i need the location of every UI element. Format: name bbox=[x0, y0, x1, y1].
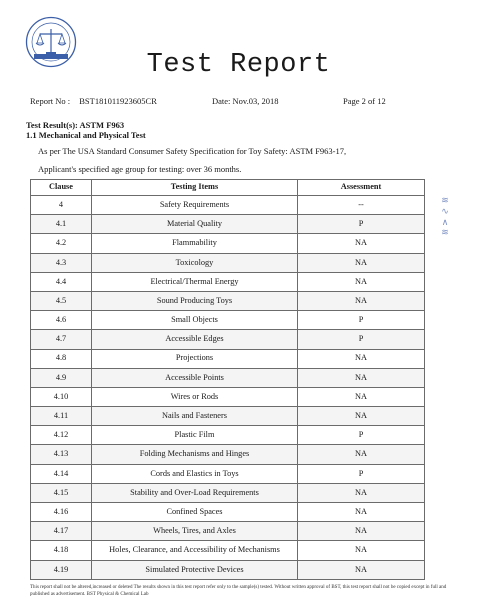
age-group-statement: Applicant's specified age group for testing: over 36 months. bbox=[38, 164, 242, 174]
test-result-heading: Test Result(s): ASTM F963 bbox=[26, 120, 125, 130]
testing-item-cell: Plastic Film bbox=[92, 426, 298, 445]
clause-cell: 4.15 bbox=[31, 483, 92, 502]
clause-cell: 4.2 bbox=[31, 234, 92, 253]
testing-item-cell: Wheels, Tires, and Axles bbox=[92, 522, 298, 541]
report-number bbox=[30, 96, 157, 106]
clause-cell: 4.14 bbox=[31, 464, 92, 483]
assessment-cell: NA bbox=[298, 368, 425, 387]
table-row bbox=[31, 483, 425, 502]
table-header-row bbox=[31, 180, 425, 196]
clause-cell: 4.11 bbox=[31, 407, 92, 426]
clause-cell: 4.3 bbox=[31, 253, 92, 272]
footer-disclaimer: This report shall not be altered,increased or deleted The results shown in this test report refer only to the sample(s) tested. Without written approval of BST, this test report shall not be copied except in full and published as advertisement. BST Physical & Chemical Lab bbox=[30, 585, 447, 597]
assessment-cell: NA bbox=[298, 445, 425, 464]
standard-statement: As per The USA Standard Consumer Safety Specification for Toy Safety: ASTM F963-17, bbox=[38, 146, 347, 156]
assessment-cell: NA bbox=[298, 349, 425, 368]
report-number-value: BST181011923605CR bbox=[79, 96, 157, 106]
assessment-cell: -- bbox=[298, 196, 425, 215]
table-row bbox=[31, 541, 425, 560]
stamp-glyph: ≋ bbox=[441, 196, 449, 206]
table-row bbox=[31, 311, 425, 330]
table-row bbox=[31, 349, 425, 368]
assessment-cell: P bbox=[298, 426, 425, 445]
assessment-cell: NA bbox=[298, 407, 425, 426]
testing-item-cell: Confined Spaces bbox=[92, 503, 298, 522]
header-assessment: Assessment bbox=[298, 180, 425, 196]
assessment-cell: P bbox=[298, 330, 425, 349]
assessment-cell: NA bbox=[298, 234, 425, 253]
clause-cell: 4.12 bbox=[31, 426, 92, 445]
page-number: Page 2 of 12 bbox=[343, 96, 386, 106]
clause-cell: 4.7 bbox=[31, 330, 92, 349]
assessment-cell: P bbox=[298, 464, 425, 483]
assessment-cell: P bbox=[298, 311, 425, 330]
assessment-cell: NA bbox=[298, 291, 425, 310]
testing-item-cell: Accessible Points bbox=[92, 368, 298, 387]
testing-item-cell: Nails and Fasteners bbox=[92, 407, 298, 426]
testing-item-cell: Projections bbox=[92, 349, 298, 368]
assessment-cell: NA bbox=[298, 253, 425, 272]
clause-cell: 4.1 bbox=[31, 215, 92, 234]
stamp-glyph: ∧ bbox=[441, 217, 449, 228]
clause-cell: 4.6 bbox=[31, 311, 92, 330]
testing-item-cell: Simulated Protective Devices bbox=[92, 560, 298, 579]
assessment-cell: NA bbox=[298, 387, 425, 406]
table-row bbox=[31, 272, 425, 291]
clause-cell: 4 bbox=[31, 196, 92, 215]
results-table bbox=[30, 179, 425, 580]
clause-cell: 4.5 bbox=[31, 291, 92, 310]
assessment-cell: NA bbox=[298, 483, 425, 502]
side-stamp bbox=[436, 196, 454, 239]
assessment-cell: NA bbox=[298, 522, 425, 541]
assessment-cell: NA bbox=[298, 560, 425, 579]
table-row bbox=[31, 522, 425, 541]
mechanical-test-heading: 1.1 Mechanical and Physical Test bbox=[26, 130, 146, 140]
clause-cell: 4.13 bbox=[31, 445, 92, 464]
testing-item-cell: Toxicology bbox=[92, 253, 298, 272]
testing-item-cell: Wires or Rods bbox=[92, 387, 298, 406]
clause-cell: 4.10 bbox=[31, 387, 92, 406]
clause-cell: 4.19 bbox=[31, 560, 92, 579]
stamp-glyph: ∿ bbox=[441, 206, 449, 217]
clause-cell: 4.17 bbox=[31, 522, 92, 541]
table-row bbox=[31, 330, 425, 349]
table-row bbox=[31, 291, 425, 310]
testing-item-cell: Cords and Elastics in Toys bbox=[92, 464, 298, 483]
clause-cell: 4.8 bbox=[31, 349, 92, 368]
assessment-cell: NA bbox=[298, 503, 425, 522]
testing-item-cell: Stability and Over-Load Requirements bbox=[92, 483, 298, 502]
table-row bbox=[31, 387, 425, 406]
table-row bbox=[31, 215, 425, 234]
table-row bbox=[31, 445, 425, 464]
testing-item-cell: Material Quality bbox=[92, 215, 298, 234]
assessment-cell: P bbox=[298, 215, 425, 234]
testing-item-cell: Electrical/Thermal Energy bbox=[92, 272, 298, 291]
testing-item-cell: Accessible Edges bbox=[92, 330, 298, 349]
report-number-label: Report No : bbox=[30, 96, 71, 106]
table-row bbox=[31, 560, 425, 579]
testing-item-cell: Holes, Clearance, and Accessibility of Mechanisms bbox=[92, 541, 298, 560]
clause-cell: 4.16 bbox=[31, 503, 92, 522]
assessment-cell: NA bbox=[298, 272, 425, 291]
table-row bbox=[31, 426, 425, 445]
clause-cell: 4.4 bbox=[31, 272, 92, 291]
report-title: Test Report bbox=[146, 50, 331, 80]
header-clause: Clause bbox=[31, 180, 92, 196]
table-row bbox=[31, 368, 425, 387]
table-row bbox=[31, 253, 425, 272]
testing-item-cell: Sound Producing Toys bbox=[92, 291, 298, 310]
testing-item-cell: Flammability bbox=[92, 234, 298, 253]
table-row bbox=[31, 407, 425, 426]
header-testing-items: Testing Items bbox=[92, 180, 298, 196]
clause-cell: 4.18 bbox=[31, 541, 92, 560]
table-row bbox=[31, 196, 425, 215]
testing-item-cell: Small Objects bbox=[92, 311, 298, 330]
table-row bbox=[31, 234, 425, 253]
assessment-cell: NA bbox=[298, 541, 425, 560]
clause-cell: 4.9 bbox=[31, 368, 92, 387]
stamp-glyph: ≋ bbox=[441, 228, 449, 239]
table-row bbox=[31, 503, 425, 522]
testing-item-cell: Folding Mechanisms and Hinges bbox=[92, 445, 298, 464]
report-date: Date: Nov.03, 2018 bbox=[212, 96, 279, 106]
testing-item-cell: Safety Requirements bbox=[92, 196, 298, 215]
table-row bbox=[31, 464, 425, 483]
